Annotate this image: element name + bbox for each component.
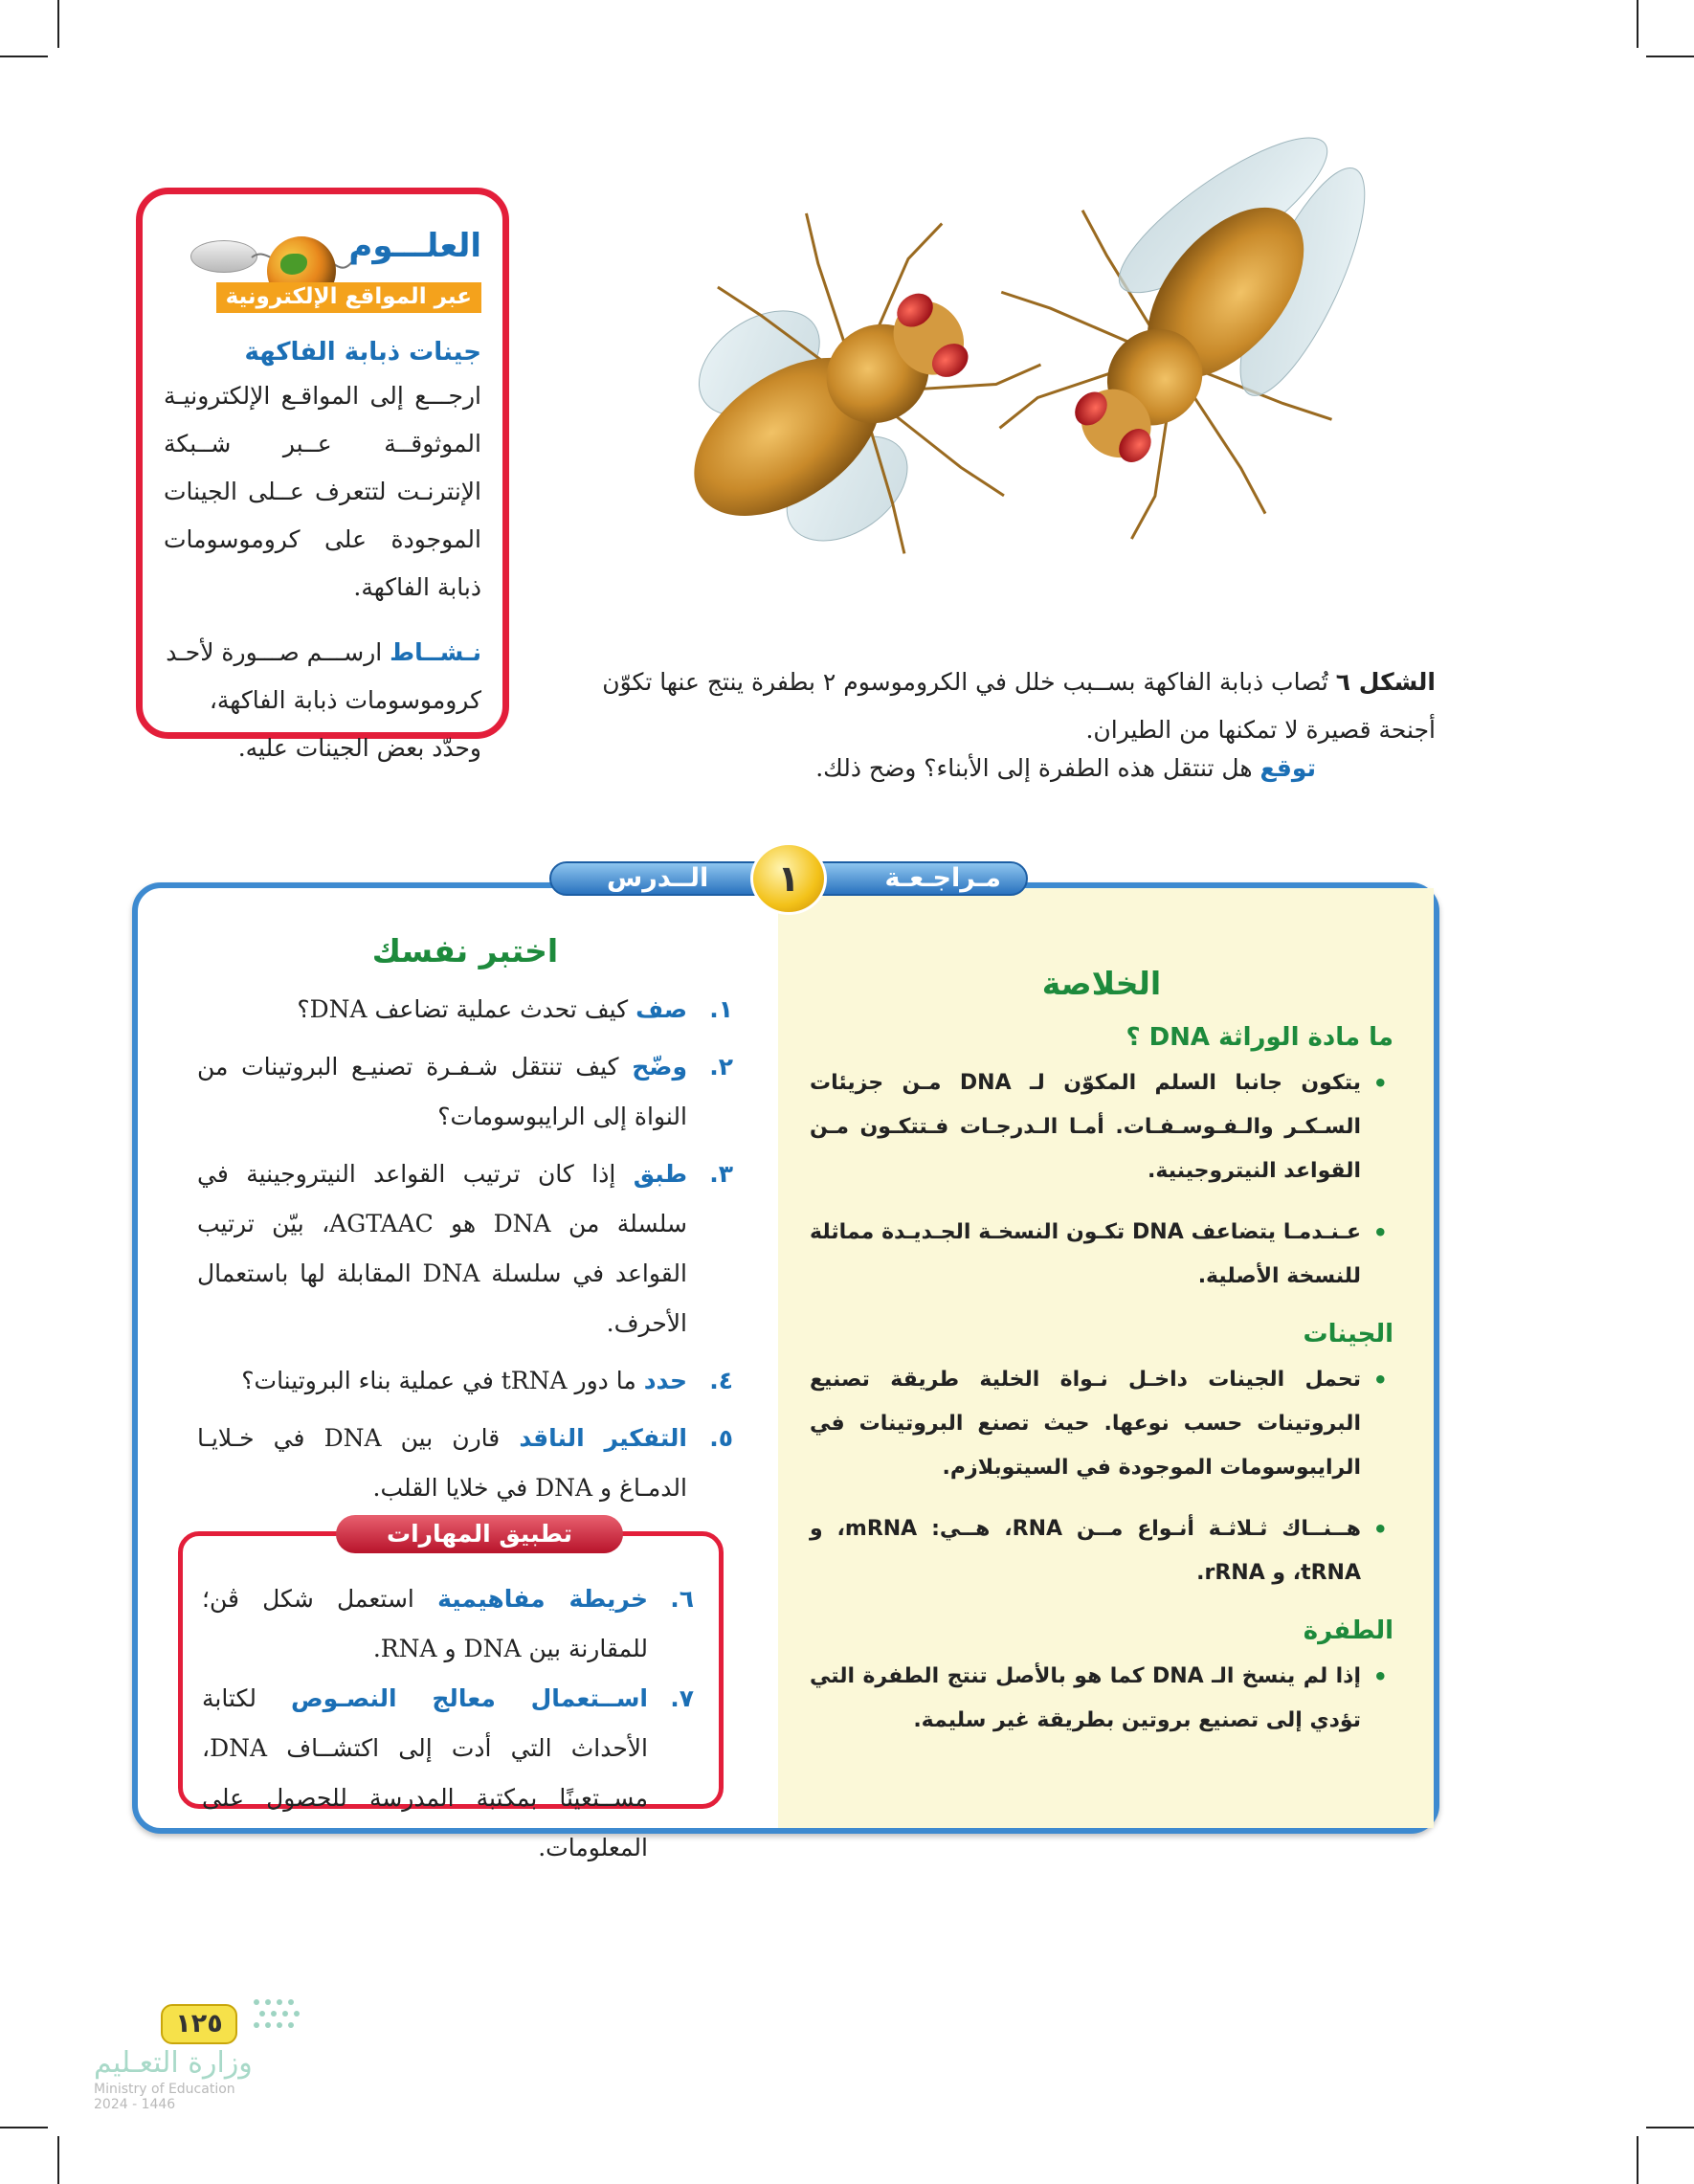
summary-section — [810, 965, 1393, 1760]
skill-item — [202, 1574, 694, 1674]
question-item — [197, 1414, 733, 1513]
question-verb: طبق — [633, 1160, 688, 1188]
self-test-section — [197, 932, 733, 1521]
fruit-flies-illustration — [643, 117, 1466, 662]
self-test-list — [197, 985, 733, 1513]
question-item — [197, 1042, 733, 1142]
question-verb: التفكير الناقد — [519, 1424, 687, 1452]
question-number: ٤. — [709, 1367, 733, 1394]
summary-heading: الطفرة — [1303, 1616, 1393, 1645]
skill-number: ٦. — [670, 1585, 694, 1613]
summary-heading: الجينات — [1303, 1320, 1393, 1348]
summary-item: • عـنـدمـا يتضاعف DNA تكـون النسخـة الجـديـدة مماثلة للنسخة الأصلية. — [810, 1211, 1393, 1299]
summary-list — [810, 1655, 1393, 1743]
question-verb: وضّح — [632, 1053, 687, 1081]
skill-item — [202, 1674, 694, 1873]
summary-list — [810, 1358, 1393, 1595]
crop-mark — [57, 2136, 59, 2184]
science-online-box — [136, 188, 509, 762]
web-text: ارجـــع إلى المواقـع الإلكترونيـة الموثوقــة عــبر شــبكة الإنترنـت لتتعرف عــلى الجينات الموجودة على كروموسومات ذبابة الفاكهة. — [164, 382, 481, 601]
skill-verb: خريطة مفاهيمية — [437, 1585, 648, 1613]
crop-mark — [0, 2127, 48, 2128]
predict-text: هل تنتقل هذه الطفرة إلى الأبناء؟ وضح ذلك. — [815, 754, 1253, 782]
question-text: كيف تحدث عملية تضاعف DNA؟ — [297, 995, 629, 1023]
question-item — [197, 1356, 733, 1406]
summary-list — [810, 1061, 1393, 1299]
question-number: ١. — [709, 995, 733, 1023]
page-number: ١٢٥ — [161, 2004, 237, 2044]
ministry-name-en: Ministry of Education — [94, 2082, 235, 2097]
question-text: كيف تنتقل شـفـرة تصنيـع البروتينات من النواة إلى الرايبوسومات؟ — [197, 1053, 687, 1130]
figure-label: الشكل ٦ — [1335, 668, 1436, 696]
skill-number: ٧. — [670, 1684, 694, 1712]
crop-mark — [0, 56, 48, 57]
summary-heading: ما مادة الوراثة DNA ؟ — [1126, 1023, 1393, 1052]
question-text: إذا كان ترتيب القواعد النيتروجينية في سلسلة من DNA هو AGTAAC، بيّن ترتيب القواعد في سلسلة DNA المقابلة لها باستعمال الأحرف. — [197, 1160, 687, 1337]
banner-review-word: مـراجـعـة — [884, 863, 1001, 893]
lesson-review-panel — [132, 882, 1439, 1861]
apply-skills-box — [178, 1520, 724, 1861]
skill-text: استعمل شكل ڤن؛ للمقارنة بين DNA و RNA. — [202, 1585, 648, 1662]
web-section-title: جينات ذبابة الفاكهة — [244, 338, 481, 367]
apply-skills-title: تطبيق المهارات — [336, 1515, 623, 1553]
question-text: ما دور tRNA في عملية بناء البروتينات؟ — [241, 1367, 636, 1394]
web-activity — [164, 629, 481, 772]
edition-year: 2024 - 1446 — [94, 2097, 176, 2112]
question-text: قارن بين DNA في خـلايـا الدمـاغ و DNA في خلايا القلب. — [197, 1424, 687, 1502]
activity-text: ارســـم صـــورة لأحـد كروموسومات ذبابة الفاكهة، وحدّد بعض الجينات عليه. — [166, 638, 481, 762]
science-online-subtitle: عبر المواقع الإلكترونية — [216, 282, 481, 313]
summary-item: • هــنــاك ثـلاثـة أنـواع مــن RNA، هــي: mRNA، و tRNA، و rRNA. — [810, 1507, 1393, 1595]
crop-mark — [1646, 2127, 1694, 2128]
skill-text: لكتابة الأحداث التي أدت إلى اكتشــاف DNA، مســتعينًا بمكتبة المدرسة للحصول على المعلومات. — [202, 1684, 648, 1861]
crop-mark — [57, 0, 59, 48]
crop-mark — [1646, 56, 1694, 57]
ministry-logo — [94, 2046, 253, 2112]
lesson-number-badge: ١ — [750, 842, 827, 915]
activity-label: نـشــاط — [390, 638, 481, 666]
science-online-header — [164, 219, 481, 334]
skills-list — [202, 1574, 694, 1873]
normal-fly — [934, 38, 1479, 594]
ministry-logo-dots-icon — [249, 1993, 316, 2040]
predict-label: توقع — [1259, 754, 1316, 782]
summary-item: • يتكون جانبا السلم المكوّن لـ DNA مـن جزيئات السـكـر والـفـوسـفـات. أمـا الـدرجـات فـتتكـون مـن القواعد النيتروجينية. — [810, 1061, 1393, 1193]
crop-mark — [1637, 2136, 1638, 2184]
question-number: ٥. — [709, 1424, 733, 1452]
mutant-fly — [603, 153, 1091, 638]
question-number: ٢. — [709, 1053, 733, 1081]
question-verb: حدد — [643, 1367, 687, 1394]
crop-mark — [1637, 0, 1638, 48]
figure-caption-text: تُصاب ذبابة الفاكهة بســبب خلل في الكروموسوم ٢ بطفرة ينتج عنها تكوّن أجنحة قصيرة لا تمكنها من الطيران. — [602, 668, 1436, 744]
computer-mouse-icon — [190, 240, 257, 273]
skill-verb: اســتعمال معالج النصـوص — [290, 1684, 648, 1712]
figure-caption — [574, 658, 1436, 754]
predict-question — [815, 754, 1316, 782]
science-online-title: العلـــوم — [348, 227, 481, 265]
lesson-review-banner — [549, 842, 1028, 915]
self-test-title: اختبر نفسك — [371, 932, 559, 969]
question-number: ٣. — [709, 1160, 733, 1188]
summary-item: • إذا لم ينسخ الـ DNA كما هو بالأصل تنتج الطفرة التي تؤدي إلى تصنيع بروتين بطريقة غير سليمة. — [810, 1655, 1393, 1743]
summary-title: الخلاصة — [1041, 965, 1162, 1002]
question-verb: صف — [635, 995, 687, 1023]
banner-lesson-word: الــدرس — [607, 863, 709, 893]
question-item — [197, 985, 733, 1035]
summary-item: • تحمل الجينات داخـل نـواة الخلية طريقة تصنيع البروتينات حسب نوعها. حيث تصنع البروتينات في الرايبوسومات الموجودة في السيتوبلازم. — [810, 1358, 1393, 1490]
ministry-name-ar: وزارة التعـليم — [94, 2046, 253, 2080]
question-item — [197, 1149, 733, 1348]
